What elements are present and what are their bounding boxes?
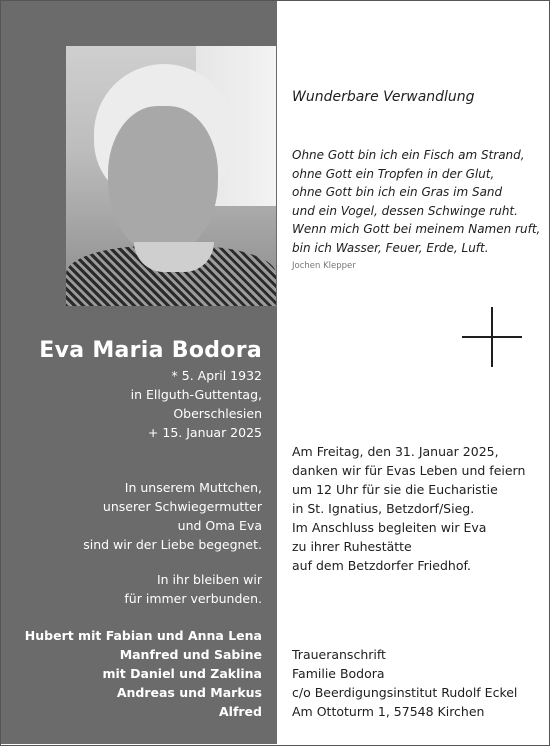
- cross-icon: [462, 307, 522, 367]
- service-line: auf dem Betzdorfer Friedhof.: [292, 558, 471, 573]
- deceased-bio: [131, 366, 262, 442]
- tribute-line: sind wir der Liebe begegnet.: [83, 537, 262, 552]
- tribute-line: unserer Schwiegermutter: [102, 499, 262, 514]
- tribute-text: [83, 478, 262, 554]
- birth-place: in Ellguth-Guttentag,: [130, 387, 262, 402]
- service-line: in St. Ignatius, Betzdorf/Sieg.: [292, 501, 475, 516]
- family-member: Hubert mit Fabian und Anna Lena: [24, 628, 262, 643]
- family-member: Alfred: [219, 704, 262, 719]
- address-line: Am Ottoturm 1, 57548 Kirchen: [292, 704, 485, 719]
- family-signatures: [25, 626, 262, 721]
- address-line: Familie Bodora: [292, 666, 385, 681]
- service-line: Im Anschluss begleiten wir Eva: [292, 520, 487, 535]
- poem-line: bin ich Wasser, Feuer, Erde, Luft.: [292, 240, 489, 255]
- family-member: Andreas und Markus: [116, 685, 262, 700]
- address-heading: Traueranschrift: [292, 647, 386, 662]
- closing-line: für immer verbunden.: [124, 591, 262, 606]
- service-line: zu ihrer Ruhestätte: [292, 539, 412, 554]
- mourning-address: [292, 645, 517, 721]
- birth-date: * 5. April 1932: [171, 368, 262, 383]
- portrait-photo: [66, 46, 276, 306]
- poem-line: Ohne Gott bin ich ein Fisch am Strand,: [292, 148, 525, 162]
- poem-line: ohne Gott ein Tropfen in der Glut,: [292, 166, 495, 181]
- closing-line: In ihr bleiben wir: [156, 572, 262, 587]
- poem-line: Wenn mich Gott bei meinem Namen ruft,: [292, 222, 541, 236]
- tribute-line: In unserem Muttchen,: [124, 480, 262, 495]
- family-member: mit Daniel und Zaklina: [102, 666, 262, 681]
- poem-title: Wunderbare Verwandlung: [292, 89, 475, 105]
- address-line: c/o Beerdigungsinstitut Rudolf Eckel: [292, 685, 518, 700]
- service-line: Am Freitag, den 31. Januar 2025,: [292, 444, 499, 459]
- photo-face: [108, 106, 218, 256]
- poem-line: ohne Gott bin ich ein Gras im Sand: [292, 185, 503, 199]
- family-member: Manfred und Sabine: [119, 647, 262, 662]
- service-details: [292, 442, 525, 575]
- death-date: + 15. Januar 2025: [147, 425, 262, 440]
- deceased-name: Eva Maria Bodora: [39, 338, 262, 363]
- service-line: um 12 Uhr für sie die Eucharistie: [292, 482, 498, 497]
- birth-region: Oberschlesien: [173, 406, 262, 421]
- poem-line: und ein Vogel, dessen Schwinge ruht.: [292, 203, 518, 218]
- cross-horizontal-bar: [462, 336, 522, 338]
- closing-text: [124, 570, 262, 608]
- poem-body: [292, 146, 540, 257]
- service-line: danken wir für Evas Leben und feiern: [292, 463, 526, 478]
- poem-author: Jochen Klepper: [292, 261, 356, 271]
- tribute-line: und Oma Eva: [177, 518, 262, 533]
